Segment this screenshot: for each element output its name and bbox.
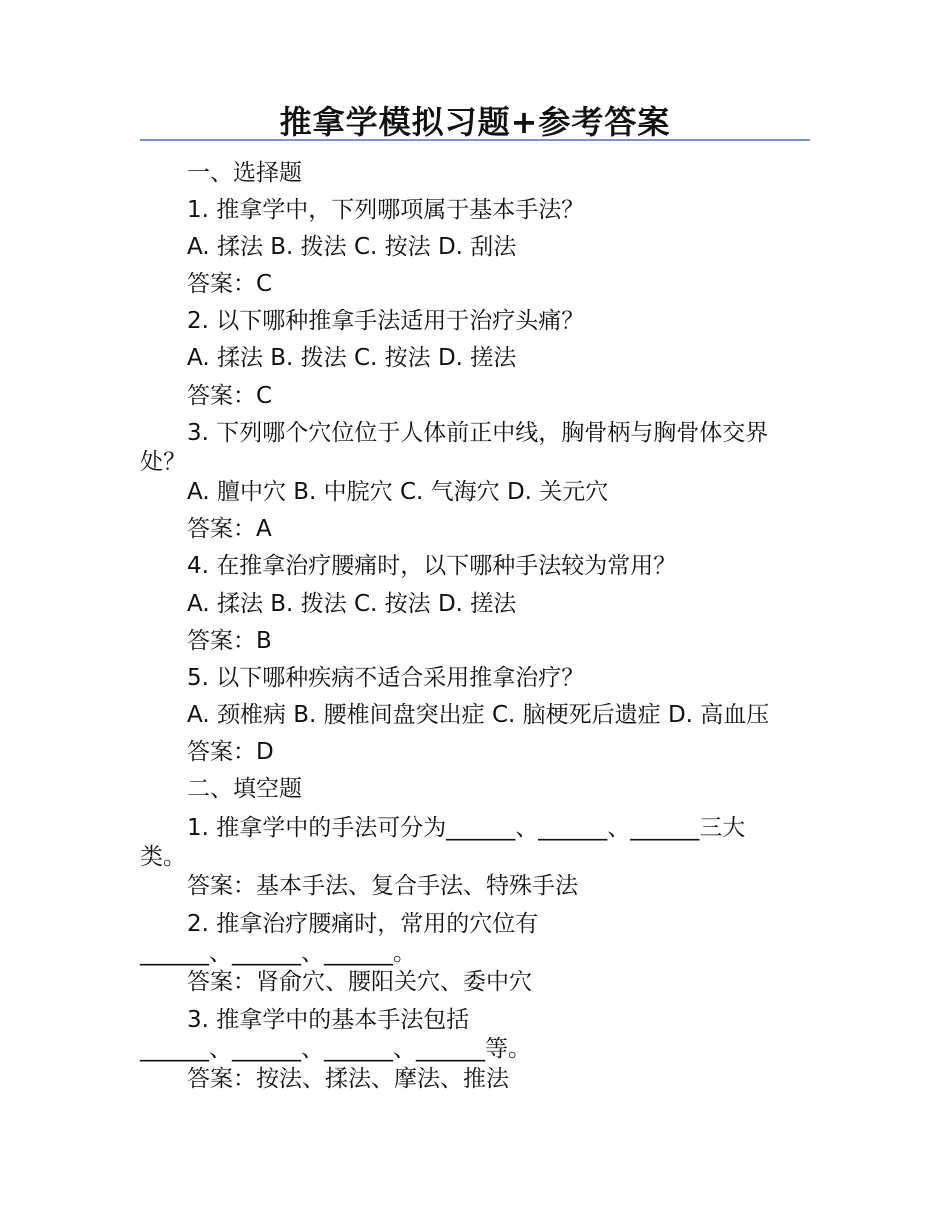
question-3-line-1: 3. 下列哪个穴位位于人体前正中线，胸骨柄与胸骨体交界 — [187, 420, 769, 446]
question-4-options: A. 揉法 B. 拨法 C. 按法 D. 搓法 — [187, 591, 517, 617]
question-2-answer: 答案：C — [187, 383, 273, 409]
question-2-options: A. 揉法 B. 拨法 C. 按法 D. 搓法 — [187, 345, 517, 371]
question-1-answer: 答案：C — [187, 271, 273, 297]
question-5-options: A. 颈椎病 B. 腰椎间盘突出症 C. 脑梗死后遗症 D. 高血压 — [187, 702, 770, 728]
question-5: 5. 以下哪种疾病不适合采用推拿治疗？ — [187, 665, 585, 691]
question-4: 4. 在推拿治疗腰痛时，以下哪种手法较为常用？ — [187, 553, 677, 579]
fill-3-answer: 答案：按法、揉法、摩法、推法 — [187, 1066, 509, 1092]
question-4-answer: 答案：B — [187, 628, 272, 654]
document-title: 推拿学模拟习题+参考答案 — [279, 103, 671, 141]
section-heading-fill: 二、填空题 — [187, 776, 302, 802]
fill-3-line-2: ______、______、______、______等。 — [140, 1036, 531, 1062]
question-5-answer: 答案：D — [187, 739, 274, 765]
question-3-line-2: 处？ — [140, 449, 186, 475]
question-1: 1. 推拿学中，下列哪项属于基本手法？ — [187, 197, 585, 223]
fill-3 — [140, 1006, 810, 1064]
question-3-answer: 答案：A — [187, 516, 272, 542]
fill-2-line-2: ______、______、______。 — [140, 940, 416, 966]
title-underline — [140, 139, 810, 141]
fill-3-line-1: 3. 推拿学中的基本手法包括 — [187, 1007, 470, 1033]
question-2: 2. 以下哪种推拿手法适用于治疗头痛？ — [187, 308, 585, 334]
fill-2-answer: 答案：肾俞穴、腰阳关穴、委中穴 — [187, 969, 532, 995]
question-3-options: A. 膻中穴 B. 中脘穴 C. 气海穴 D. 关元穴 — [187, 479, 609, 505]
section-heading-choice: 一、选择题 — [187, 160, 302, 186]
fill-2 — [140, 910, 810, 968]
fill-2-line-1: 2. 推拿治疗腰痛时，常用的穴位有 — [187, 911, 539, 937]
question-3 — [140, 419, 810, 477]
fill-1 — [140, 814, 810, 872]
fill-1-answer: 答案：基本手法、复合手法、特殊手法 — [187, 873, 578, 899]
fill-1-line-1: 1. 推拿学中的手法可分为______、______、______三大 — [187, 815, 746, 841]
fill-1-line-2: 类。 — [140, 844, 186, 870]
question-1-options: A. 揉法 B. 拨法 C. 按法 D. 刮法 — [187, 234, 517, 260]
